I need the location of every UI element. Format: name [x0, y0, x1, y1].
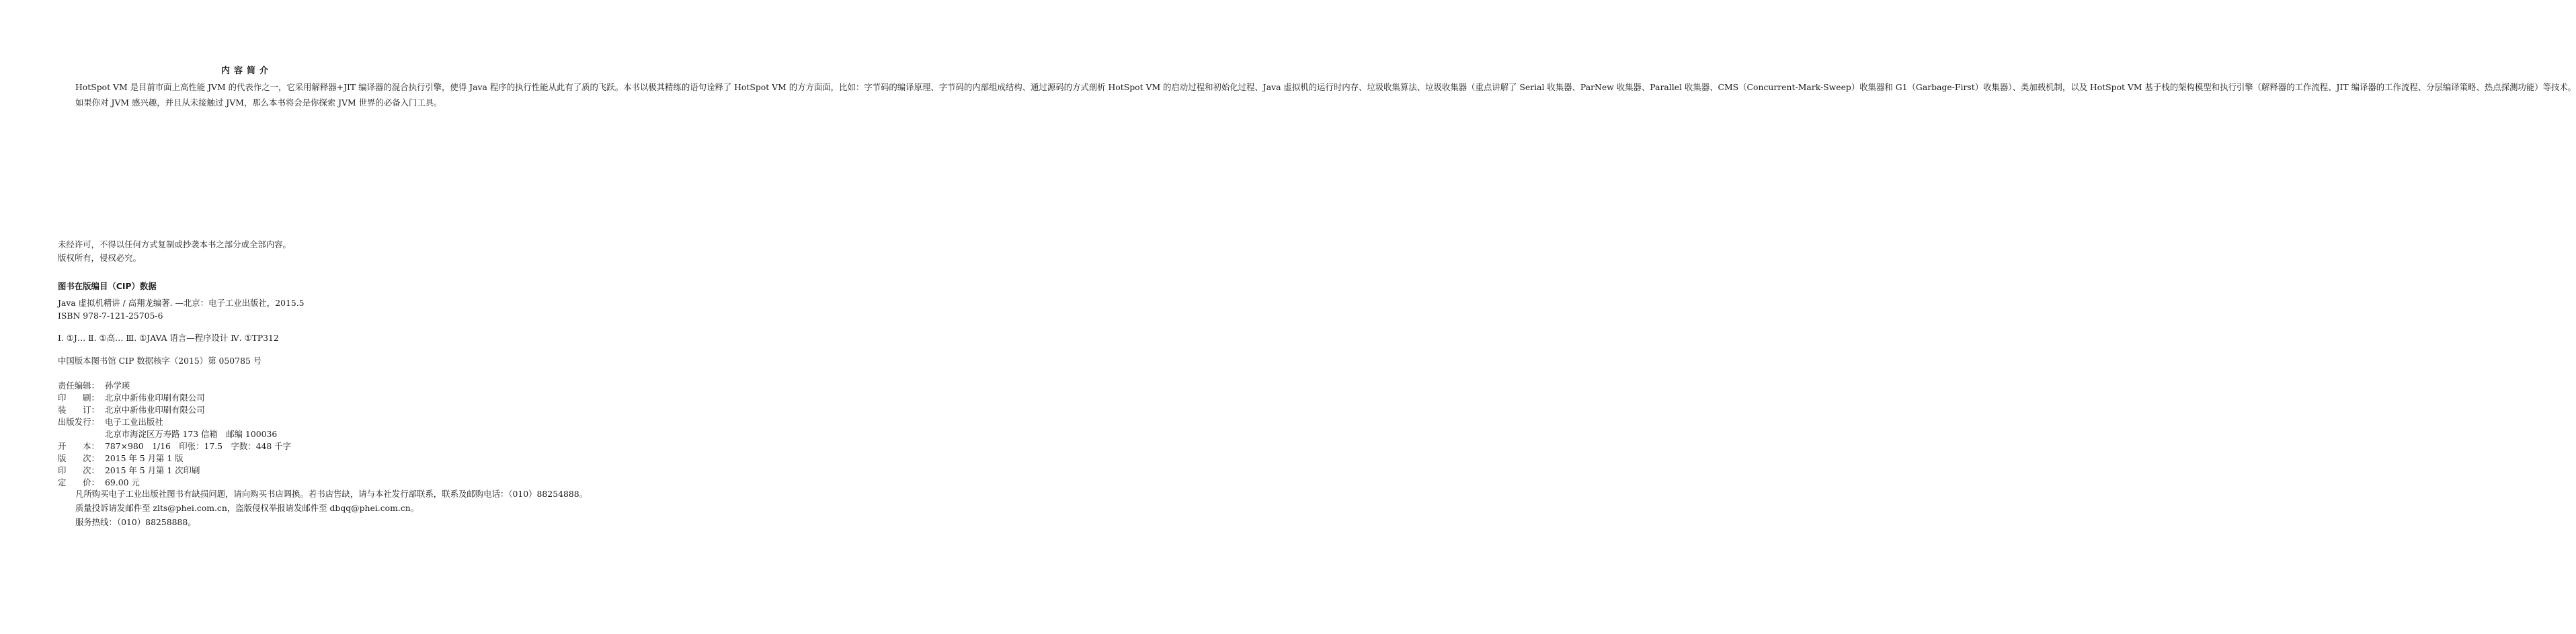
copyright-notice [58, 238, 291, 265]
info-bind [58, 404, 205, 416]
info-edition-label: 版 次： [58, 453, 99, 463]
info-printing-value: 2015 年 5 月第 1 次印刷 [105, 465, 200, 475]
info-print-value: 北京中新伟业印刷有限公司 [105, 393, 205, 403]
info-format-label: 开 本： [58, 441, 99, 451]
notice-line-1: 未经许可，不得以任何方式复制或抄袭本书之部分或全部内容。 [58, 239, 291, 249]
info-address-value: 北京市海淀区万寿路 173 信箱 邮编 100036 [105, 429, 278, 439]
info-edition-value: 2015 年 5 月第 1 版 [105, 453, 184, 463]
footer-paragraph-3: 服务热线：（010）88258888。 [75, 517, 196, 527]
info-editor-value: 孙学瑛 [105, 381, 130, 391]
info-bind-label: 装 订： [58, 405, 99, 415]
cip-isbn-line: ISBN 978-7-121-25705-6 [58, 311, 163, 321]
summary-title: 内容简介 [220, 66, 272, 76]
cip-record [58, 296, 305, 322]
cip-number: 中国版本图书馆 CIP 数据核字（2015）第 050785 号 [58, 356, 262, 366]
info-edition [58, 452, 184, 465]
info-bind-value: 北京中新伟业印刷有限公司 [105, 405, 205, 415]
info-price-label: 定 价： [58, 477, 99, 487]
info-editor-label: 责任编辑： [58, 381, 99, 391]
footer-paragraph-1: 凡所购买电子工业出版社图书有缺损问题，请向购买书店调换。若书店售缺，请与本社发行部联系，联系及邮购电话：（010）88254888。 [75, 489, 588, 499]
info-editor [58, 380, 130, 392]
cip-classification: Ⅰ. ①J… Ⅱ. ①高… Ⅲ. ①JAVA 语言—程序设计 Ⅳ. ①TP312 [58, 333, 279, 343]
info-print-label: 印 刷： [58, 393, 99, 403]
info-printing-label: 印 次： [58, 465, 99, 475]
info-publisher-label: 出版发行： [58, 417, 99, 427]
info-price-value: 69.00 元 [105, 477, 140, 487]
info-format [58, 440, 291, 452]
info-publisher-value: 电子工业出版社 [105, 417, 163, 427]
footer-notes [58, 487, 588, 529]
summary-paragraph-2: 如果你对 JVM 感兴趣，并且从未接触过 JVM，那么本书将会是你探索 JVM 世界的必备入门工具。 [75, 97, 442, 108]
cip-title-line: Java 虚拟机精讲 / 高翔龙编著. —北京：电子工业出版社，2015.5 [58, 298, 305, 308]
cip-heading: 图书在版编目（CIP）数据 [58, 281, 157, 291]
notice-line-2: 版权所有，侵权必究。 [58, 253, 141, 263]
info-address [58, 428, 277, 440]
info-publisher [58, 416, 163, 428]
summary-body [58, 79, 2576, 111]
info-print [58, 392, 205, 404]
summary-paragraph-1: HotSpot VM 是目前市面上高性能 JVM 的代表作之一，它采用解释器+JIT 编译器的混合执行引擎，使得 Java 程序的执行性能从此有了质的飞跃。本书以极其精练的语句诠释了 HotSpot VM 的方方面面，比如：字节码的编译原理、字节码的内部组成结构、通过源码的方式剖析 HotSpot VM 的启动过程和初始化过程、Java 虚拟机的运行时内存、垃圾收集算法、垃圾收集器（重点讲解了 Serial 收集器、ParNew 收集器、Parallel 收集器、CMS（Concurrent-Mark-Sweep）收集器和 G1（Garbage-First）收集器）、类加载机制，以及 HotSpot VM 基于栈的架构模型和执行引擎（解释器的工作流程、JIT 编译器的工作流程、分层编译策略、热点探测功能）等技术。 [75, 82, 2576, 92]
footer-paragraph-2: 质量投诉请发邮件至 zlts@phei.com.cn，盗版侵权举报请发邮件至 dbqq@phei.com.cn。 [75, 503, 419, 513]
info-format-value: 787×980 1/16 印张：17.5 字数：448 千字 [105, 441, 291, 451]
info-printing [58, 465, 200, 477]
